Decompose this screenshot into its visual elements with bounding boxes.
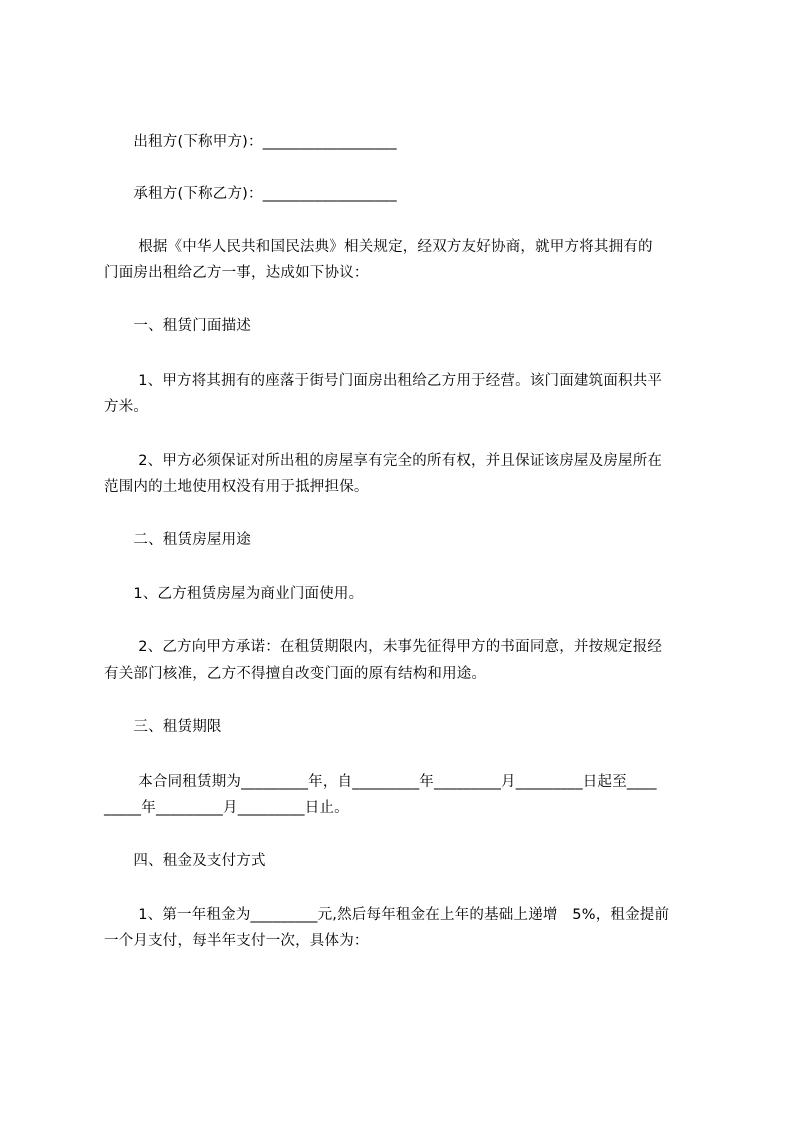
section-3-term-line-2: _____年_________月_________日止。: [104, 800, 349, 816]
lessor-line: 出租方(下称甲方)：__________________: [104, 134, 397, 150]
section-1-heading: 一、租赁门面描述: [104, 318, 251, 334]
section-2-clause-2-line-1: 2、乙方向甲方承诺：在租赁期限内，未事先征得甲方的书面同意，并按规定报经: [104, 639, 663, 655]
section-2-clause-1: 1、乙方租赁房屋为商业门面使用。: [104, 586, 364, 602]
section-4-heading: 四、租金及支付方式: [104, 853, 266, 869]
section-1-clause-1-line-2: 方米。: [104, 399, 149, 415]
preamble-line-2: 门面房出租给乙方一事，达成如下协议：: [104, 265, 369, 281]
section-4-clause-1-line-1: 1、第一年租金为_________元,然后每年租金在上年的基础上递增 5%，租金提前: [104, 907, 670, 923]
section-2-clause-2-line-2: 有关部门核准，乙方不得擅自改变门面的原有结构和用途。: [104, 666, 487, 682]
section-4-clause-1-line-2: 一个月支付，每半年支付一次，具体为：: [104, 933, 369, 949]
section-3-term-line-1: 本合同租赁期为_________年，自_________年_________月_________日起至____: [104, 774, 657, 790]
section-1-clause-2-line-1: 2、甲方必须保证对所出租的房屋享有完全的所有权，并且保证该房屋及房屋所在: [104, 453, 663, 469]
lessee-line: 承租方(下称乙方)：__________________: [104, 186, 397, 202]
preamble-line-1: 根据《中华人民共和国民法典》相关规定，经双方友好协商，就甲方将其拥有的: [104, 239, 653, 255]
section-1-clause-2-line-2: 范围内的土地使用权没有用于抵押担保。: [104, 479, 369, 495]
section-1-clause-1-line-1: 1、甲方将其拥有的座落于街号门面房出租给乙方用于经营。该门面建筑面积共平: [104, 373, 663, 389]
section-3-heading: 三、租赁期限: [104, 719, 222, 735]
section-2-heading: 二、租赁房屋用途: [104, 532, 251, 548]
